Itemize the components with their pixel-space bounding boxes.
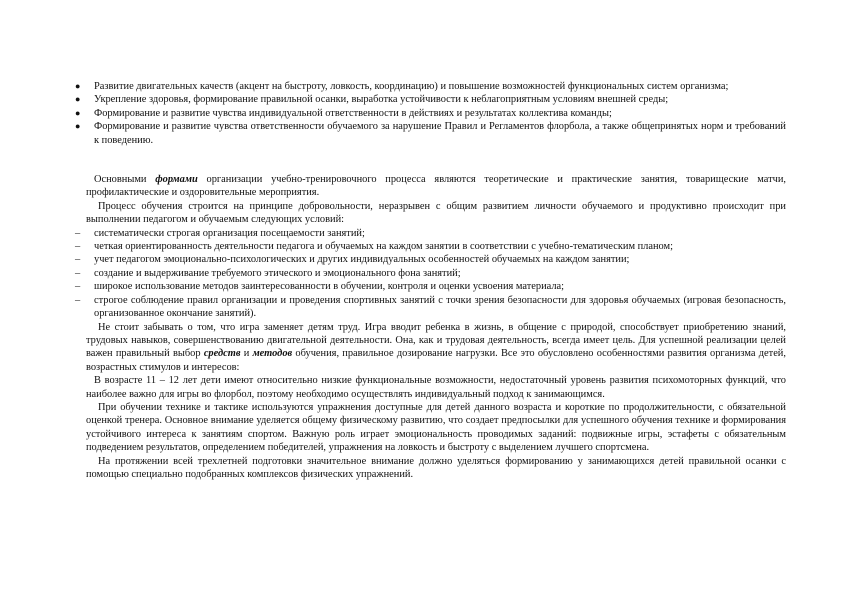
process-intro-paragraph: Процесс обучения строится на принципе добровольности, неразрывен с общим развитием личности обучаемого и продуктивно происходит при выполнении педагогом и обучаемым следующих условий: <box>86 200 786 226</box>
emphasis-text: формами <box>155 174 198 186</box>
disc-bullet-icon: ● <box>75 107 81 118</box>
dash-bullet-icon: – <box>75 281 81 293</box>
dash-bullet-icon: – <box>75 241 81 253</box>
emphasis-text: методов <box>252 348 293 360</box>
disc-bullet-icon: ● <box>75 94 81 105</box>
technique-paragraph: При обучении технике и тактике используются упражнения доступные для детей данного возраста и короткие по продолжительности, с обязательной оценкой тренера. Основное внимание уделяется общему физическому развитию, что создает предпосылки для успешного обучения технике и формирования устойчивого интереса к занятиям спортом. Важную роль играет эмоциональность проводимых заданий: подвижные игры, эстафеты с обязательным подведением результатов, определением победителей, упражнения на ловкость и быстроту с выделением лучшего спортсмена. <box>86 401 786 454</box>
conditions-list <box>75 227 786 321</box>
disc-bullet-icon: ● <box>75 81 81 91</box>
dash-bullet-icon: – <box>75 254 81 266</box>
list-item: ● Формирование и развитие чувства индивидуальной ответственности в действиях и результатах коллектива команды; <box>75 107 612 119</box>
dash-bullet-icon: – <box>75 294 81 306</box>
list-item: – учет педагогом эмоционально-психологических и других индивидуальных особенностей обучаемых на каждом занятии; <box>75 254 630 266</box>
list-item: ● Укрепление здоровья, формирование правильной осанки, выработка устойчивости к неблагоприятным условиям внешней среды; <box>75 94 669 106</box>
disc-bullet-icon: ● <box>75 121 81 132</box>
list-item: ● Формирование и развитие чувства ответственности обучаемого за нарушение Правил и Регламентов флорбола, а также общепринятых норм и требований к поведению. <box>75 121 786 146</box>
emphasis-text: средств <box>203 348 241 360</box>
dash-bullet-icon: – <box>75 267 81 279</box>
goals-list <box>75 80 786 147</box>
age-paragraph: В возрасте 11 – 12 лет дети имеют относительно низкие функциональные возможности, недостаточный уровень развития психомоторных функций, что наиболее важно для игры во флорбол, поэтому необходимо осуществлять индивидуальный подход к занимающимся. <box>86 375 786 400</box>
list-item: – создание и выдерживание требуемого этического и эмоционального фона занятий; <box>75 267 461 279</box>
list-item: ● Развитие двигательных качеств (акцент на быстроту, ловкость, координацию) и повышение возможностей функциональных систем организма; <box>75 81 729 92</box>
document-page <box>75 80 786 481</box>
list-item: – широкое использование методов заинтересованности в обучении, контроля и оценки усвоения материала; <box>75 281 565 293</box>
play-paragraph: Не стоит забывать о том, что игра заменяет детям труд. Игра вводит ребенка в жизнь, в общение с природой, способствует приобретению знаний, трудовых навыков, совершенствованию двигательной деятельности. Она, как и трудовая деятельность, всегда имеет цель. Для успешной реализации целей важен правильный выбор средств и методов обучения, правильное дозирование нагрузки. Все это обусловлено особенностями развития организма детей, возрастных стимулов и интересов: <box>86 321 786 373</box>
list-item: – систематически строгая организация посещаемости занятий; <box>75 227 365 239</box>
spacer <box>86 147 786 173</box>
final-paragraph: На протяжении всей трехлетней подготовки значительное внимание должно уделяться формированию у занимающихся детей правильной осанки с помощью специально подобранных комплексов физических упражнений. <box>86 455 786 480</box>
list-item: – строгое соблюдение правил организации и проведения спортивных занятий с точки зрения безопасности для здоровья обучаемых (игровая безопасность, организованное окончание занятий). <box>75 294 786 320</box>
dash-bullet-icon: – <box>75 227 81 239</box>
forms-paragraph: Основными формами организации учебно-тренировочного процесса являются теоретические и практические занятия, товарищеские матчи, профилактические и оздоровительные мероприятия. <box>86 174 786 199</box>
list-item: – четкая ориентированность деятельности педагога и обучаемых на каждом занятии в соответствии с учебно-тематическим планом; <box>75 241 673 253</box>
